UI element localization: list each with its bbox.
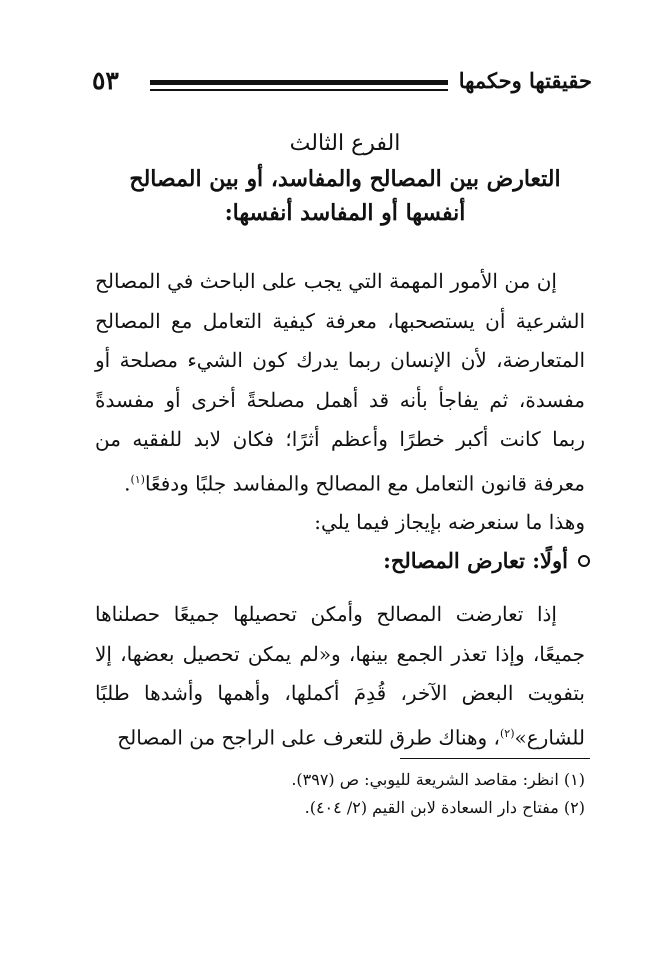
branch-heading: الفرع الثالث bbox=[289, 131, 401, 156]
subheading-first bbox=[200, 548, 590, 573]
footnote-ref-1[interactable]: (١) bbox=[130, 472, 145, 486]
section-headings bbox=[95, 126, 595, 230]
footnote-divider bbox=[400, 758, 590, 759]
paragraph-conflict-text: إذا تعارضت المصالح وأمكن تحصيلها جميعًا حصلناها جميعًا، وإذا تعذر الجمع بينها، و«لم يمكن تحصيل بعضها، إلا بتفويت البعض الآخر، قُدِمَ أكملها، وأهمها وأشدها طلبًا للشارع» bbox=[95, 602, 585, 750]
circle-bullet-icon bbox=[578, 555, 590, 567]
header-rule-thick bbox=[150, 80, 448, 85]
footnotes bbox=[95, 766, 585, 822]
paragraph-conflict-end: ، وهناك طرق للتعرف على الراجح من المصالح bbox=[117, 725, 500, 750]
page-header bbox=[92, 66, 592, 106]
footnote-1: (١) انظر: مقاصد الشريعة لليوبي: ص (٣٩٧). bbox=[291, 770, 585, 789]
page-number: ٥٣ bbox=[92, 66, 119, 95]
section-title-line-2: أنفسها أو المفاسد أنفسها: bbox=[224, 200, 466, 226]
subheading-text: أولًا: تعارض المصالح: bbox=[383, 548, 568, 573]
section-title-line-1: التعارض بين المصالح والمفاسد، أو بين المصالح bbox=[129, 166, 561, 192]
paragraph-intro-text: إن من الأمور المهمة التي يجب على الباحث في المصالح الشرعية أن يستصحبها، معرفة كيفية التعامل مع المصالح المتعارضة، لأن الإنسان ربما يدرك كون الشيء مصلحة أو مفسدة، ثم يفاجأ بأنه قد أهمل مصلحةً أخرى أو مفسدةً ربما كانت أكبر خطرًا وأعظم أثرًا؛ فكان لابد للفقيه من معرفة قانون التعامل مع المصالح والمفاسد جلبًا ودفعًا bbox=[95, 269, 585, 496]
paragraph-preface: وهذا ما سنعرضه بإيجاز فيما يلي: bbox=[314, 510, 585, 534]
paragraph-conflict bbox=[95, 595, 585, 758]
footnote-ref-2[interactable]: (٢) bbox=[500, 726, 515, 740]
header-rule-thin bbox=[150, 89, 448, 91]
paragraph-intro bbox=[95, 262, 585, 504]
footnote-2: (٢) مفتاح دار السعادة لابن القيم (٢/ ٤٠٤). bbox=[304, 798, 585, 817]
running-title: حقيقتها وحكمها bbox=[458, 68, 592, 93]
paragraph-intro-end: . bbox=[124, 471, 131, 496]
